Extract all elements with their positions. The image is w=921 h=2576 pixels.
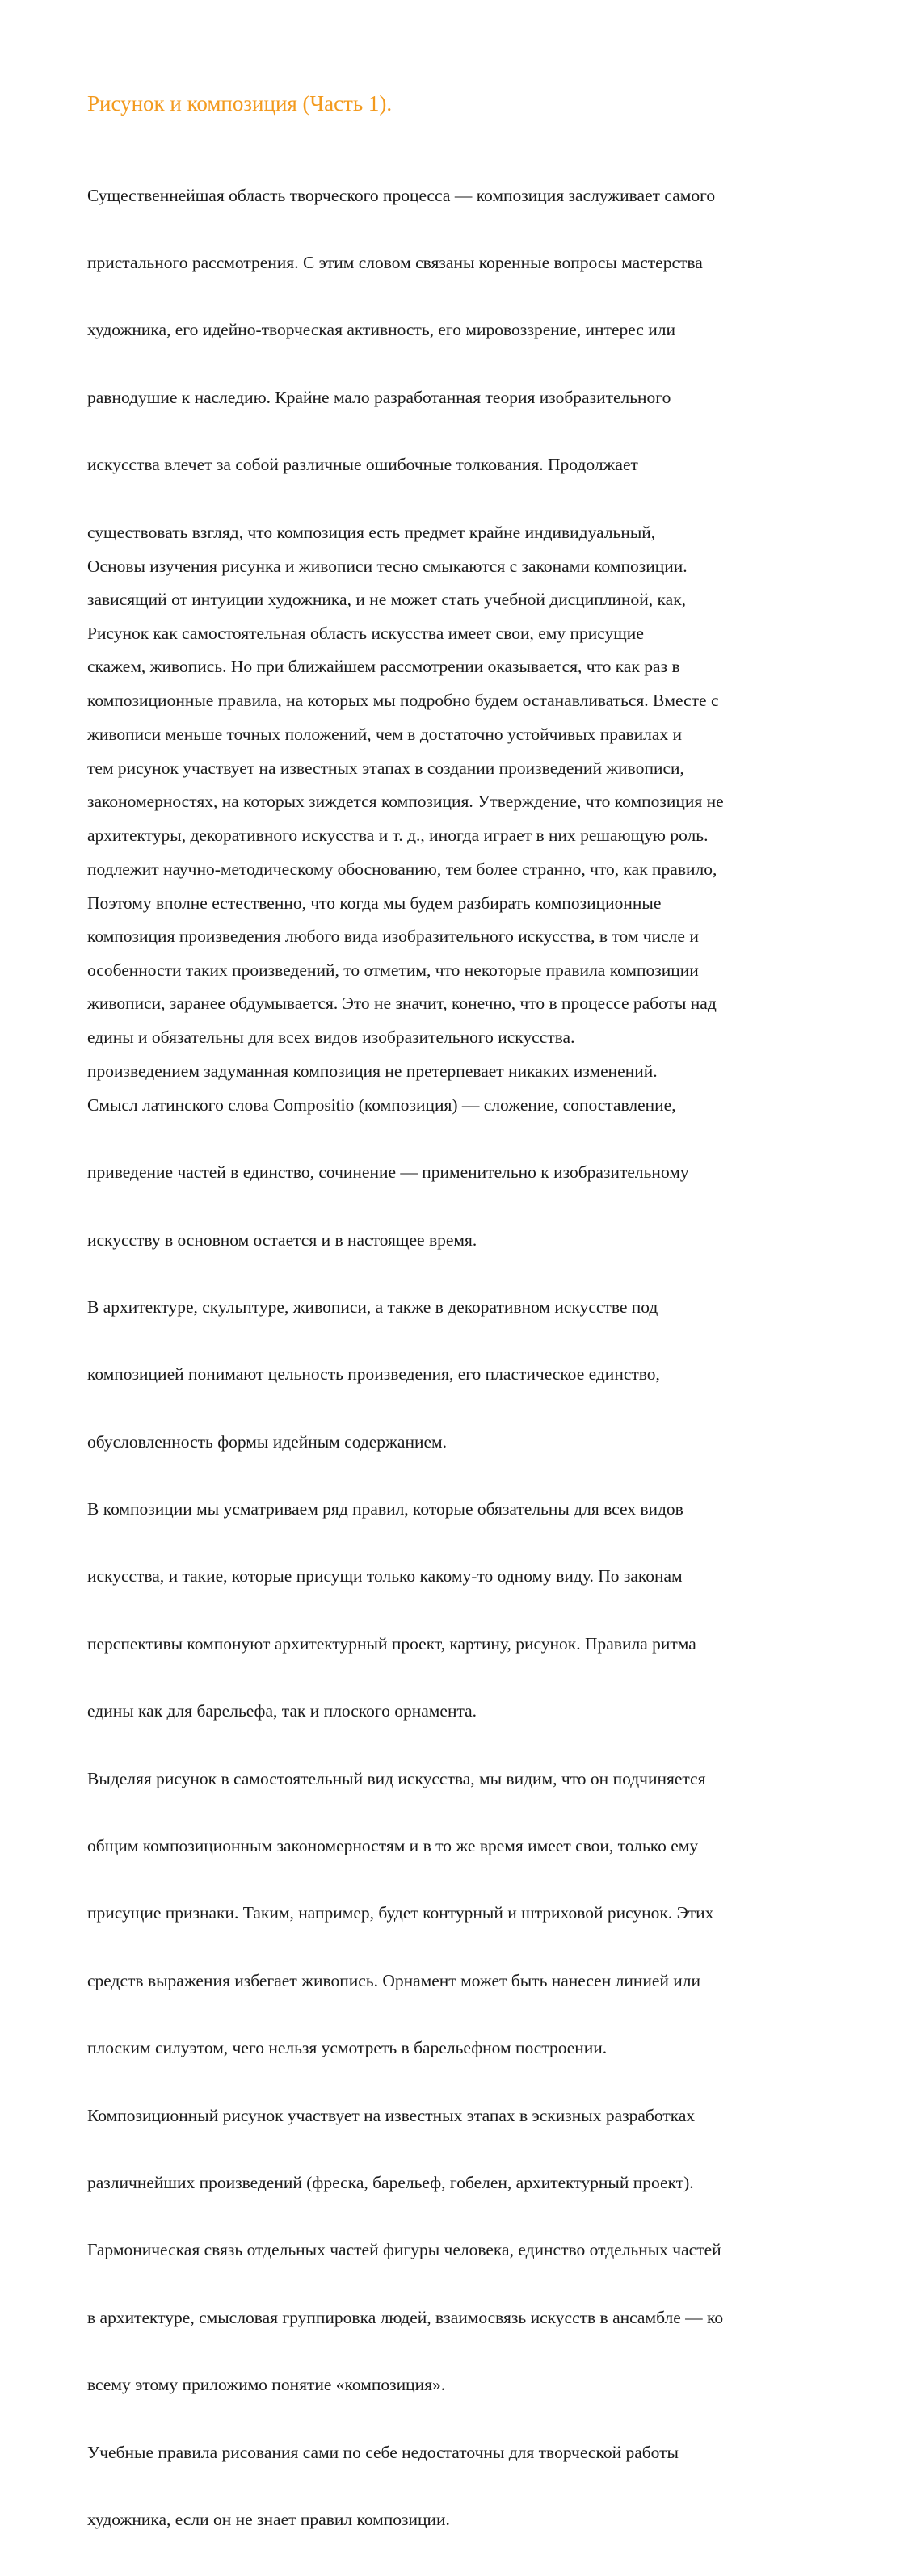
text-line: художника, если он не знает правил композиции. <box>87 2509 450 2529</box>
text-line: едины и обязательны для всех видов изобразительного искусства. <box>87 1027 575 1048</box>
text-line: присущие признаки. Таким, например, будет контурный и штриховой рисунок. Этих <box>87 1903 714 1923</box>
text-line: общим композиционным закономерностям и в то же время имеет свои, только ему <box>87 1836 699 1856</box>
text-line: Выделяя рисунок в самостоятельный вид искусства, мы видим, что он подчиняется <box>87 1768 706 1788</box>
text-line: Смысл латинского слова Compositio (композиция) — сложение, сопоставление, <box>87 1095 676 1115</box>
text-line: обусловленность формы идейным содержанием. <box>87 1431 447 1452</box>
text-line: скажем, живопись. Но при ближайшем рассмотрении оказывается, что как раз в <box>87 657 680 677</box>
text-line: искусства влечет за собой различные ошибочные толкования. Продолжает <box>87 455 638 475</box>
text-line: композиция произведения любого вида изобразительного искусства, в том числе и <box>87 926 699 946</box>
text-line: искусству в основном остается и в настоящее время. <box>87 1229 477 1250</box>
text-line: всему этому приложимо понятие «композиция». <box>87 2375 446 2395</box>
text-line: Учебные правила рисования сами по себе недостаточны для творческой работы <box>87 2442 679 2462</box>
text-line: Композиционный рисунок участвует на известных этапах в эскизных разработках <box>87 2105 696 2125</box>
text-line: пристального рассмотрения. С этим словом связаны коренные вопросы мастерства <box>87 252 703 272</box>
paragraph-body <box>87 511 723 2576</box>
text-line: перспективы компонуют архитектурный проект, картину, рисунок. Правила ритма <box>87 1633 696 1654</box>
text-line: произведением задуманная композиция не претерпевает никаких изменений. <box>87 1061 658 1081</box>
text-line: В архитектуре, скульптуре, живописи, а также в декоративном искусстве под <box>87 1296 658 1317</box>
text-line: средств выражения избегает живопись. Орнамент может быть нанесен линией или <box>87 1970 701 1990</box>
document-title: Рисунок и композиция (Часть 1). <box>87 91 393 116</box>
text-line: живописи меньше точных положений, чем в достаточно устойчивых правилах и <box>87 724 683 744</box>
text-line: Гармоническая связь отдельных частей фигуры человека, единство отдельных частей <box>87 2240 721 2260</box>
text-line: в архитектуре, смысловая группировка людей, взаимосвязь искусств в ансамбле — ко <box>87 2307 724 2327</box>
text-line: равнодушие к наследию. Крайне мало разработанная теория изобразительного <box>87 387 671 407</box>
text-line: Поэтому вполне естественно, что когда мы будем разбирать композиционные <box>87 893 662 913</box>
text-line: архитектуры, декоративного искусства и т. д., иногда играет в них решающую роль. <box>87 826 709 846</box>
text-line: В композиции мы усматриваем ряд правил, которые обязательны для всех видов <box>87 1499 683 1519</box>
text-line: композиционные правила, на которых мы подробно будем останавливаться. Вместе с <box>87 691 719 711</box>
text-line: Существеннейшая область творческого процесса — композиция заслуживает самого <box>87 185 716 205</box>
text-line: искусства, и такие, которые присущи только какому-то одному виду. По законам <box>87 1566 683 1586</box>
text-line: Основы изучения рисунка и живописи тесно смыкаются с законами композиции. <box>87 556 688 576</box>
text-line: приведение частей в единство, сочинение — применительно к изобразительному <box>87 1162 689 1183</box>
text-line: тем рисунок участвует на известных этапах в создании произведений живописи, <box>87 758 684 778</box>
text-line: композицией понимают цельность произведения, его пластическое единство, <box>87 1364 660 1385</box>
text-line: Рисунок как самостоятельная область искусства имеет свои, ему присущие <box>87 623 644 643</box>
text-line: закономерностях, на которых зиждется композиция. Утверждение, что композиция не <box>87 792 724 812</box>
text-line: едины как для барельефа, так и плоского орнамента. <box>87 1701 477 1721</box>
text-line: особенности таких произведений, то отметим, что некоторые правила композиции <box>87 960 699 980</box>
text-line: живописи, заранее обдумывается. Это не значит, конечно, что в процессе работы над <box>87 994 717 1014</box>
text-line: существовать взгляд, что композиция есть предмет крайне индивидуальный, <box>87 522 656 542</box>
text-line: подлежит научно-методическому обоснованию, тем более странно, что, как правило, <box>87 859 717 879</box>
text-line: плоским силуэтом, чего нельзя усмотреть в барельефном построении. <box>87 2038 608 2058</box>
text-line: различнейших произведений (фреска, барельеф, гобелен, архитектурный проект). <box>87 2172 694 2192</box>
text-line: художника, его идейно-творческая активность, его мировоззрение, интерес или <box>87 320 675 340</box>
text-line: зависящий от интуиции художника, и не может стать учебной дисциплиной, как, <box>87 589 687 609</box>
